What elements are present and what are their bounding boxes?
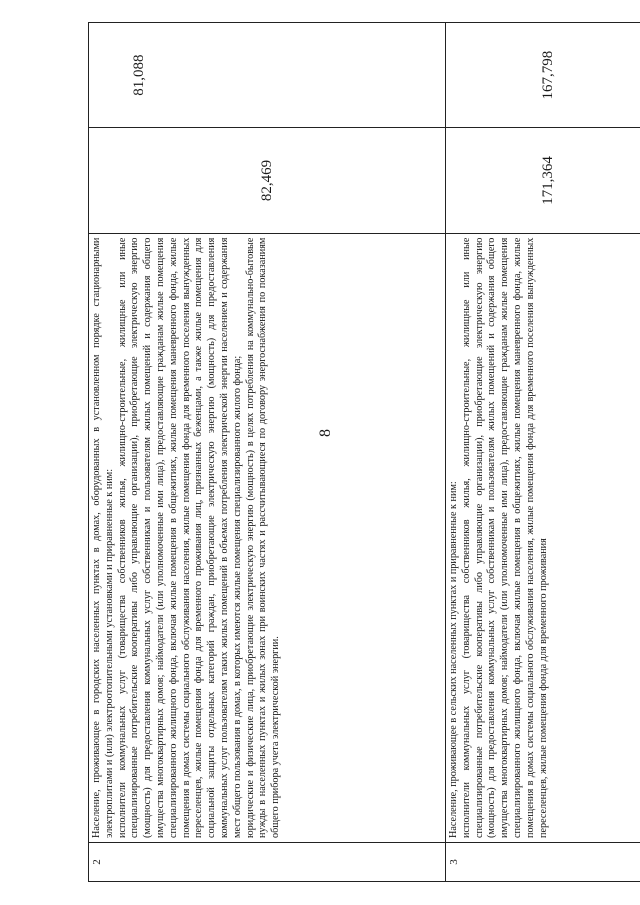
table-row: [446, 23, 640, 882]
table-row: [89, 23, 446, 882]
description-paragraph: Население, проживающее в сельских населенных пунктах и приравненные к ним:: [448, 481, 459, 838]
page-number: 8: [317, 429, 334, 437]
description-paragraph: исполнители коммунальных услуг (товарищества собственников жилья, жилищно-строительные, жилищные или иные специализированные потребительские кооперативы либо управляющие организации), приобретающие электрическую энергию (мощность) для предоставления коммунальных услуг собственникам и пользователям жилых помещений и содержания общего имущества многоквартирных домов; наймодатели (или уполномоченные ими лица), предоставляющие гражданам жилые помещения специализированного жилищного фонда, включая жилые помещения в общежитиях, жилые помещения маневренного фонда, жилые помещения в домах системы социального обслуживания населения, жилые помещения фонда для временного поселения вынужденных переселенцев, жилые помещения фонда для временного проживания лиц, признанных беженцами, а также жилые помещения для социальной защиты отдельных категорий граждан, приобретающие электрическую энергию (мощность) для предоставления коммунальных услуг пользователям таких жилых помещений в объемах потребления электрической энергии населением и содержания мест общего пользования в домах, в которых имеются жилые помещения специализированного жилого фонда;: [116, 237, 243, 838]
tariff-value-second-half: 167,798: [446, 23, 640, 128]
row-number: 2: [89, 842, 446, 881]
row-description: [89, 233, 446, 842]
description-paragraph: Население, проживающее в городских населенных пунктах в домах, оборудованных в установленном порядке стационарными электроплитами и (или) электроотопительными установками и приравненные к ним:: [91, 237, 115, 838]
description-paragraph: исполнители коммунальных услуг (товарищества собственников жилья, жилищно-строительные, жилищные или иные специализированные потребительские кооперативы либо управляющие организации), приобретающие электрическую энергию (мощность) для предоставления коммунальных услуг собственникам и пользователям жилых помещений и содержания общего имущества многоквартирных домов; наймодатели (или уполномоченные ими лица), предоставляющие гражданам жилые помещения специализированного жилищного фонда, включая жилые помещения в общежитиях, жилые помещения маневренного фонда, жилые помещения в домах системы социального обслуживания населения, жилые помещения фонда для временного поселения вынужденных переселенцев, жилые помещения фонда для временного проживания: [460, 237, 549, 838]
row-number: 3: [446, 842, 640, 881]
rotated-table-sheet: [88, 22, 608, 882]
tariff-value-first-half: 82,469: [89, 128, 446, 233]
tariff-value-second-half: 81,088: [89, 23, 446, 128]
description-paragraph: юридические и физические лица, приобретающие электрическую энергию (мощность) в целях потребления на коммунально-бытовые нужды в населенных пунктах и жилых зонах при воинских частях и рассчитывающиеся по договору энергоснабжения по показаниям общего прибора учета электрической энергии.: [244, 237, 282, 838]
tariff-value-first-half: 171,364: [446, 128, 640, 233]
row-description: [446, 233, 640, 842]
tariff-table: [88, 22, 640, 882]
